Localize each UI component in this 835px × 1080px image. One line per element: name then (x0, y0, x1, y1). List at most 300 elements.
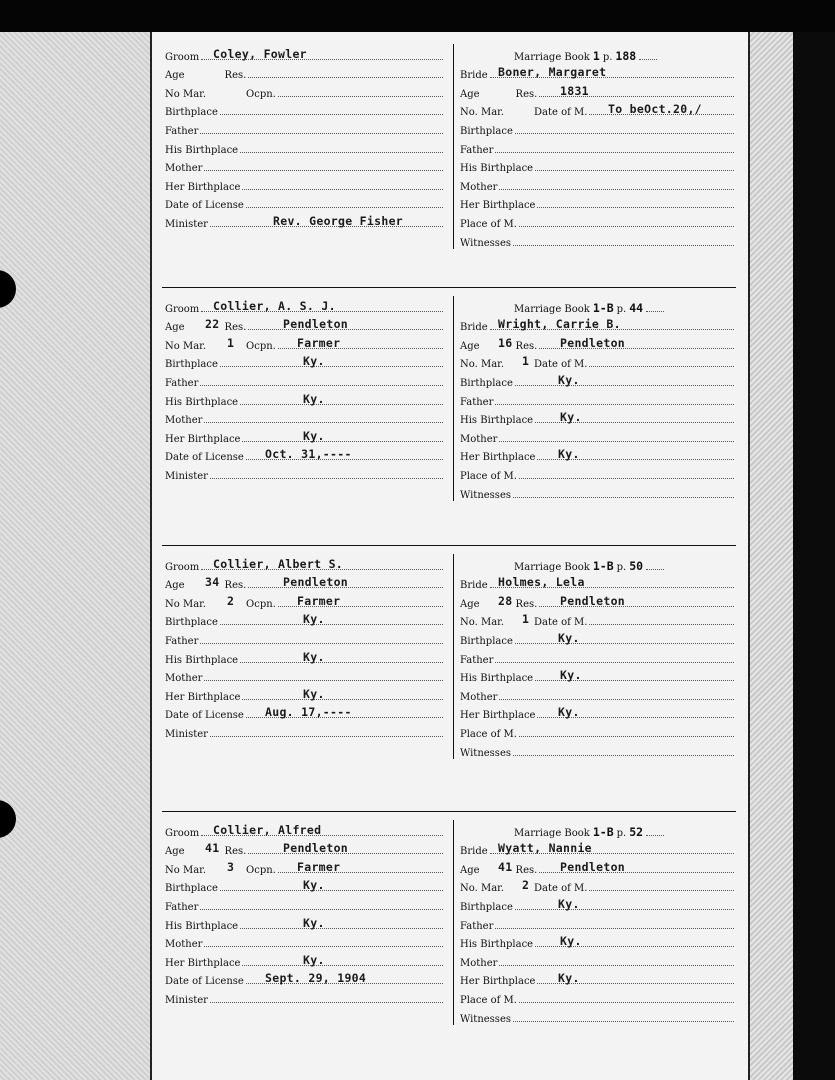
fill-line (200, 132, 443, 134)
field-label: Father (460, 396, 494, 408)
scan-right-border (793, 32, 835, 1080)
page-label: p. (616, 827, 627, 839)
fill-line (246, 206, 443, 208)
field-label: Her Birthplace (165, 957, 241, 969)
field-mother (165, 932, 445, 951)
groom-column (165, 44, 445, 230)
field-mother (460, 950, 736, 969)
field-place-of-m (460, 721, 736, 740)
fill-line (200, 642, 443, 644)
field-label: Bride (460, 70, 488, 82)
field-label: Place of M. (460, 728, 517, 740)
groom-her-birthplace: Ky. (303, 686, 325, 701)
fill-line (204, 421, 443, 423)
field-his-birthplace (460, 932, 736, 951)
groom-name: Collier, Albert S. (213, 556, 344, 571)
field-label: No Mar. (165, 598, 207, 610)
field-no-mar-alt (165, 857, 445, 876)
page-label: p. (602, 51, 613, 63)
field-label: No. Mar. (460, 617, 505, 629)
field-label: Mother (165, 673, 203, 685)
fill-line (248, 76, 443, 78)
ocpn-label: Ocpn. (246, 88, 276, 100)
fill-line (519, 735, 734, 737)
field-bride (460, 63, 736, 82)
ocpn-label: Ocpn. (246, 864, 276, 876)
field-date-of-license (165, 193, 445, 212)
bride-his-birthplace: Ky. (560, 410, 582, 425)
date-of-license: Aug. 17,---- (265, 705, 352, 720)
field-label: Mother (460, 433, 498, 445)
page-number: 44 (629, 300, 644, 315)
fill-line (515, 908, 734, 910)
field-label: Age (460, 340, 480, 352)
bride-her-birthplace: Ky. (558, 447, 580, 462)
field-bride (460, 573, 736, 592)
fill-line (278, 95, 443, 97)
field-label: Birthplace (460, 901, 513, 913)
field-label: No. Mar. (460, 883, 505, 895)
date-of-m-label: Date of M. (534, 883, 588, 895)
fill-line (499, 698, 734, 700)
field-age (460, 81, 736, 100)
field-his-birthplace (165, 647, 445, 666)
fill-line (220, 623, 443, 625)
field-place-of-m (460, 987, 736, 1006)
field-label: Birthplace (460, 635, 513, 647)
fill-line (513, 1020, 734, 1022)
field-label: His Birthplace (165, 920, 239, 932)
fill-line (495, 927, 734, 929)
field-label: Birthplace (165, 617, 218, 629)
field-mother (165, 666, 445, 685)
field-minister (165, 211, 445, 230)
field-no-mar (460, 876, 736, 895)
field-label: No Mar. (165, 864, 207, 876)
field-mother (460, 426, 736, 445)
field-label: Her Birthplace (460, 452, 536, 464)
field-label: Mother (165, 415, 203, 427)
field-her-birthplace (460, 193, 736, 212)
groom-ocpn: Farmer (297, 335, 341, 350)
field-label: Groom (165, 303, 200, 315)
field-label: His Birthplace (460, 415, 534, 427)
field-his-birthplace (165, 913, 445, 932)
field-label: Minister (165, 728, 208, 740)
res-label: Res. (515, 88, 538, 100)
field-his-birthplace (165, 137, 445, 156)
field-age (165, 315, 445, 334)
bride-column (453, 820, 736, 1025)
scan-top-border (0, 0, 835, 32)
groom-column (165, 296, 445, 482)
field-label: Father (165, 377, 199, 389)
field-no-mar-alt (165, 333, 445, 352)
scan-left-margin (0, 32, 150, 1080)
groom-no-mar: 3 (227, 859, 235, 874)
field-label: Mother (165, 163, 203, 175)
scan-right-strip (750, 32, 793, 1080)
fill-line (495, 661, 734, 663)
page-number: 50 (629, 558, 644, 573)
field-age (165, 573, 445, 592)
field-witnesses (460, 1006, 736, 1025)
minister-name: Rev. George Fisher (273, 213, 404, 228)
field-label: Birthplace (460, 377, 513, 389)
field-age (460, 857, 736, 876)
field-label: No Mar. (165, 340, 207, 352)
field-label: Birthplace (165, 359, 218, 371)
bride-his-birthplace: Ky. (560, 934, 582, 949)
groom-no-mar: 2 (227, 593, 235, 608)
field-label: His Birthplace (165, 144, 239, 156)
field-birthplace (165, 610, 445, 629)
field-mother (165, 156, 445, 175)
groom-ocpn: Farmer (297, 859, 341, 874)
field-label: His Birthplace (165, 396, 239, 408)
entry-3 (162, 545, 736, 759)
bride-name: Wyatt, Nannie (498, 841, 592, 856)
groom-res: Pendleton (283, 841, 349, 856)
field-father (460, 913, 736, 932)
fill-line (589, 623, 734, 625)
field-label: Age (460, 88, 480, 100)
fill-line (242, 188, 443, 190)
field-label: Her Birthplace (165, 433, 241, 445)
ocpn-label: Ocpn. (246, 598, 276, 610)
field-witnesses (460, 230, 736, 249)
fill-line (499, 188, 734, 190)
fill-line (242, 964, 443, 966)
fill-line (495, 151, 734, 153)
field-label: Birthplace (165, 883, 218, 895)
field-father (165, 118, 445, 137)
marriage-book-line (460, 554, 736, 573)
groom-res: Pendleton (283, 317, 349, 332)
entry-2 (162, 287, 736, 501)
fill-line (204, 679, 443, 681)
field-no-mar (460, 100, 736, 119)
field-label: Witnesses (460, 747, 511, 759)
field-label: His Birthplace (460, 163, 534, 175)
fill-line (646, 311, 664, 312)
field-label: Father (460, 654, 494, 666)
field-no-mar (460, 610, 736, 629)
bride-name: Boner, Margaret (498, 65, 607, 80)
date-of-m-label: Date of M. (534, 617, 588, 629)
bride-her-birthplace: Ky. (558, 971, 580, 986)
field-label: Mother (460, 691, 498, 703)
groom-his-birthplace: Ky. (303, 649, 325, 664)
groom-her-birthplace: Ky. (303, 428, 325, 443)
page-label: p. (616, 561, 627, 573)
bride-birthplace: Ky. (558, 372, 580, 387)
fill-line (589, 365, 734, 367)
marriage-book-number: 1 (592, 48, 600, 63)
bride-name: Holmes, Lela (498, 575, 585, 590)
field-his-birthplace (460, 408, 736, 427)
groom-age: 41 (205, 841, 220, 856)
field-father (460, 389, 736, 408)
field-her-birthplace (460, 445, 736, 464)
field-label: Groom (165, 561, 200, 573)
fill-line (242, 698, 443, 700)
bride-birthplace: Ky. (558, 896, 580, 911)
field-birthplace (460, 118, 736, 137)
field-label: Her Birthplace (460, 976, 536, 988)
field-bride (460, 839, 736, 858)
field-label: His Birthplace (460, 673, 534, 685)
field-label: Bride (460, 846, 488, 858)
field-her-birthplace (165, 684, 445, 703)
field-label: His Birthplace (460, 939, 534, 951)
field-label: Her Birthplace (460, 710, 536, 722)
field-his-birthplace (460, 666, 736, 685)
groom-name: Collier, Alfred (213, 822, 322, 837)
bride-res: Pendleton (560, 335, 626, 350)
bride-name: Wright, Carrie B. (498, 317, 621, 332)
field-minister (165, 463, 445, 482)
field-label: Date of License (165, 200, 244, 212)
field-father (460, 647, 736, 666)
field-label: No Mar. (165, 88, 207, 100)
bride-column (453, 44, 736, 249)
field-bride (460, 315, 736, 334)
fill-line (589, 889, 734, 891)
bride-no-mar: 1 (522, 354, 530, 369)
field-label: Mother (460, 957, 498, 969)
fill-line (240, 403, 443, 405)
marriage-book-number: 1-B (592, 824, 614, 839)
field-her-birthplace (165, 426, 445, 445)
marriage-book-line (460, 296, 736, 315)
bride-no-mar: 2 (522, 878, 530, 893)
field-age (460, 333, 736, 352)
field-birthplace (165, 876, 445, 895)
res-label: Res. (224, 322, 247, 334)
field-label: Age (165, 846, 185, 858)
field-witnesses (460, 740, 736, 759)
bride-her-birthplace: Ky. (558, 705, 580, 720)
bride-age: 16 (498, 335, 513, 350)
field-label: Birthplace (165, 107, 218, 119)
field-place-of-m (460, 211, 736, 230)
groom-name: Collier, A. S. J. (213, 298, 336, 313)
groom-res: Pendleton (283, 575, 349, 590)
field-age (165, 63, 445, 82)
fill-line (513, 754, 734, 756)
field-label: Her Birthplace (165, 691, 241, 703)
groom-his-birthplace: Ky. (303, 391, 325, 406)
fill-line (242, 440, 443, 442)
field-label: Mother (460, 181, 498, 193)
bride-no-mar: 1 (522, 612, 530, 627)
field-label: Bride (460, 322, 488, 334)
field-label: Bride (460, 580, 488, 592)
marriage-book-number: 1-B (592, 558, 614, 573)
fill-line (200, 384, 443, 386)
res-label: Res. (515, 864, 538, 876)
fill-line (519, 225, 734, 227)
field-groom (165, 554, 445, 573)
bride-res: 1831 (560, 83, 589, 98)
field-birthplace (165, 352, 445, 371)
field-minister (165, 721, 445, 740)
groom-no-mar: 1 (227, 335, 235, 350)
field-label: Minister (165, 994, 208, 1006)
fill-line (210, 735, 443, 737)
fill-line (220, 889, 443, 891)
res-label: Res. (515, 340, 538, 352)
field-witnesses (460, 482, 736, 501)
field-label: Date of License (165, 452, 244, 464)
field-groom (165, 44, 445, 63)
field-label: Father (460, 920, 494, 932)
date-of-license: Oct. 31,---- (265, 447, 352, 462)
fill-line (646, 835, 664, 836)
field-age (460, 591, 736, 610)
groom-name: Coley, Fowler (213, 46, 307, 61)
fill-line (515, 384, 734, 386)
entry-1 (162, 36, 736, 249)
field-label: Father (165, 901, 199, 913)
field-label: Date of License (165, 976, 244, 988)
groom-age: 22 (205, 317, 220, 332)
field-date-of-license (165, 969, 445, 988)
field-label: His Birthplace (165, 654, 239, 666)
bride-res: Pendleton (560, 859, 626, 874)
field-label: Father (165, 635, 199, 647)
field-her-birthplace (165, 950, 445, 969)
fill-line (200, 908, 443, 910)
groom-birthplace: Ky. (303, 354, 325, 369)
field-mother (460, 174, 736, 193)
page-label: p. (616, 303, 627, 315)
page-number: 52 (629, 824, 644, 839)
field-father (165, 370, 445, 389)
fill-line (515, 642, 734, 644)
field-label: Age (165, 322, 185, 334)
groom-age: 34 (205, 575, 220, 590)
ocpn-label: Ocpn. (246, 340, 276, 352)
res-label: Res. (224, 580, 247, 592)
res-label: Res. (515, 598, 538, 610)
field-label: Birthplace (460, 125, 513, 137)
field-label: Minister (165, 218, 208, 230)
field-her-birthplace (460, 703, 736, 722)
fill-line (240, 661, 443, 663)
groom-birthplace: Ky. (303, 612, 325, 627)
field-label: Age (165, 580, 185, 592)
fill-line (499, 440, 734, 442)
fill-line (495, 403, 734, 405)
field-date-of-license (165, 703, 445, 722)
field-no-mar-alt (165, 591, 445, 610)
field-label: Her Birthplace (460, 200, 536, 212)
groom-column (165, 820, 445, 1006)
field-birthplace (460, 370, 736, 389)
field-label: Place of M. (460, 994, 517, 1006)
field-label: Groom (165, 51, 200, 63)
page-number: 188 (615, 48, 637, 63)
field-minister (165, 987, 445, 1006)
field-birthplace (165, 100, 445, 119)
fill-line (519, 1001, 734, 1003)
field-label: Place of M. (460, 218, 517, 230)
field-father (460, 137, 736, 156)
fill-line (210, 477, 443, 479)
marriage-book-label: Marriage Book (514, 51, 590, 63)
field-birthplace (460, 894, 736, 913)
fill-line (537, 206, 734, 208)
field-no-mar-alt (165, 81, 445, 100)
field-her-birthplace (460, 969, 736, 988)
field-label: Witnesses (460, 489, 511, 501)
fill-line (240, 151, 443, 153)
marriage-book-label: Marriage Book (514, 827, 590, 839)
bride-column (453, 296, 736, 501)
field-label: No. Mar. (460, 107, 505, 119)
marriage-book-line (460, 44, 736, 63)
groom-ocpn: Farmer (297, 593, 341, 608)
field-mother (165, 408, 445, 427)
field-groom (165, 296, 445, 315)
groom-column (165, 554, 445, 740)
field-father (165, 628, 445, 647)
field-his-birthplace (165, 389, 445, 408)
field-no-mar (460, 352, 736, 371)
date-of-license: Sept. 29, 1904 (265, 971, 367, 986)
fill-line (204, 945, 443, 947)
date-of-m-label: Date of M. (534, 359, 588, 371)
fill-line (515, 132, 734, 134)
bride-birthplace: Ky. (558, 630, 580, 645)
fill-line (639, 59, 657, 60)
field-mother (460, 684, 736, 703)
fill-line (646, 569, 664, 570)
field-label: No. Mar. (460, 359, 505, 371)
field-label: Age (165, 70, 185, 82)
date-of-m: To beOct.20,/ (608, 102, 702, 117)
field-date-of-license (165, 445, 445, 464)
fill-line (220, 113, 443, 115)
field-birthplace (460, 628, 736, 647)
field-label: Father (165, 125, 199, 137)
field-label: Father (460, 144, 494, 156)
marriage-book-label: Marriage Book (514, 303, 590, 315)
groom-birthplace: Ky. (303, 878, 325, 893)
fill-line (513, 244, 734, 246)
bride-age: 41 (498, 859, 513, 874)
marriage-book-line (460, 820, 736, 839)
field-label: Age (460, 864, 480, 876)
bride-age: 28 (498, 593, 513, 608)
fill-line (210, 1001, 443, 1003)
field-father (165, 894, 445, 913)
field-label: Date of License (165, 710, 244, 722)
bride-his-birthplace: Ky. (560, 668, 582, 683)
field-label: Witnesses (460, 237, 511, 249)
res-label: Res. (224, 846, 247, 858)
groom-his-birthplace: Ky. (303, 915, 325, 930)
field-place-of-m (460, 463, 736, 482)
date-of-m-label: Date of M. (534, 107, 588, 119)
field-label: Place of M. (460, 470, 517, 482)
marriage-book-number: 1-B (592, 300, 614, 315)
field-groom (165, 820, 445, 839)
res-label: Res. (224, 70, 247, 82)
field-label: Her Birthplace (165, 181, 241, 193)
